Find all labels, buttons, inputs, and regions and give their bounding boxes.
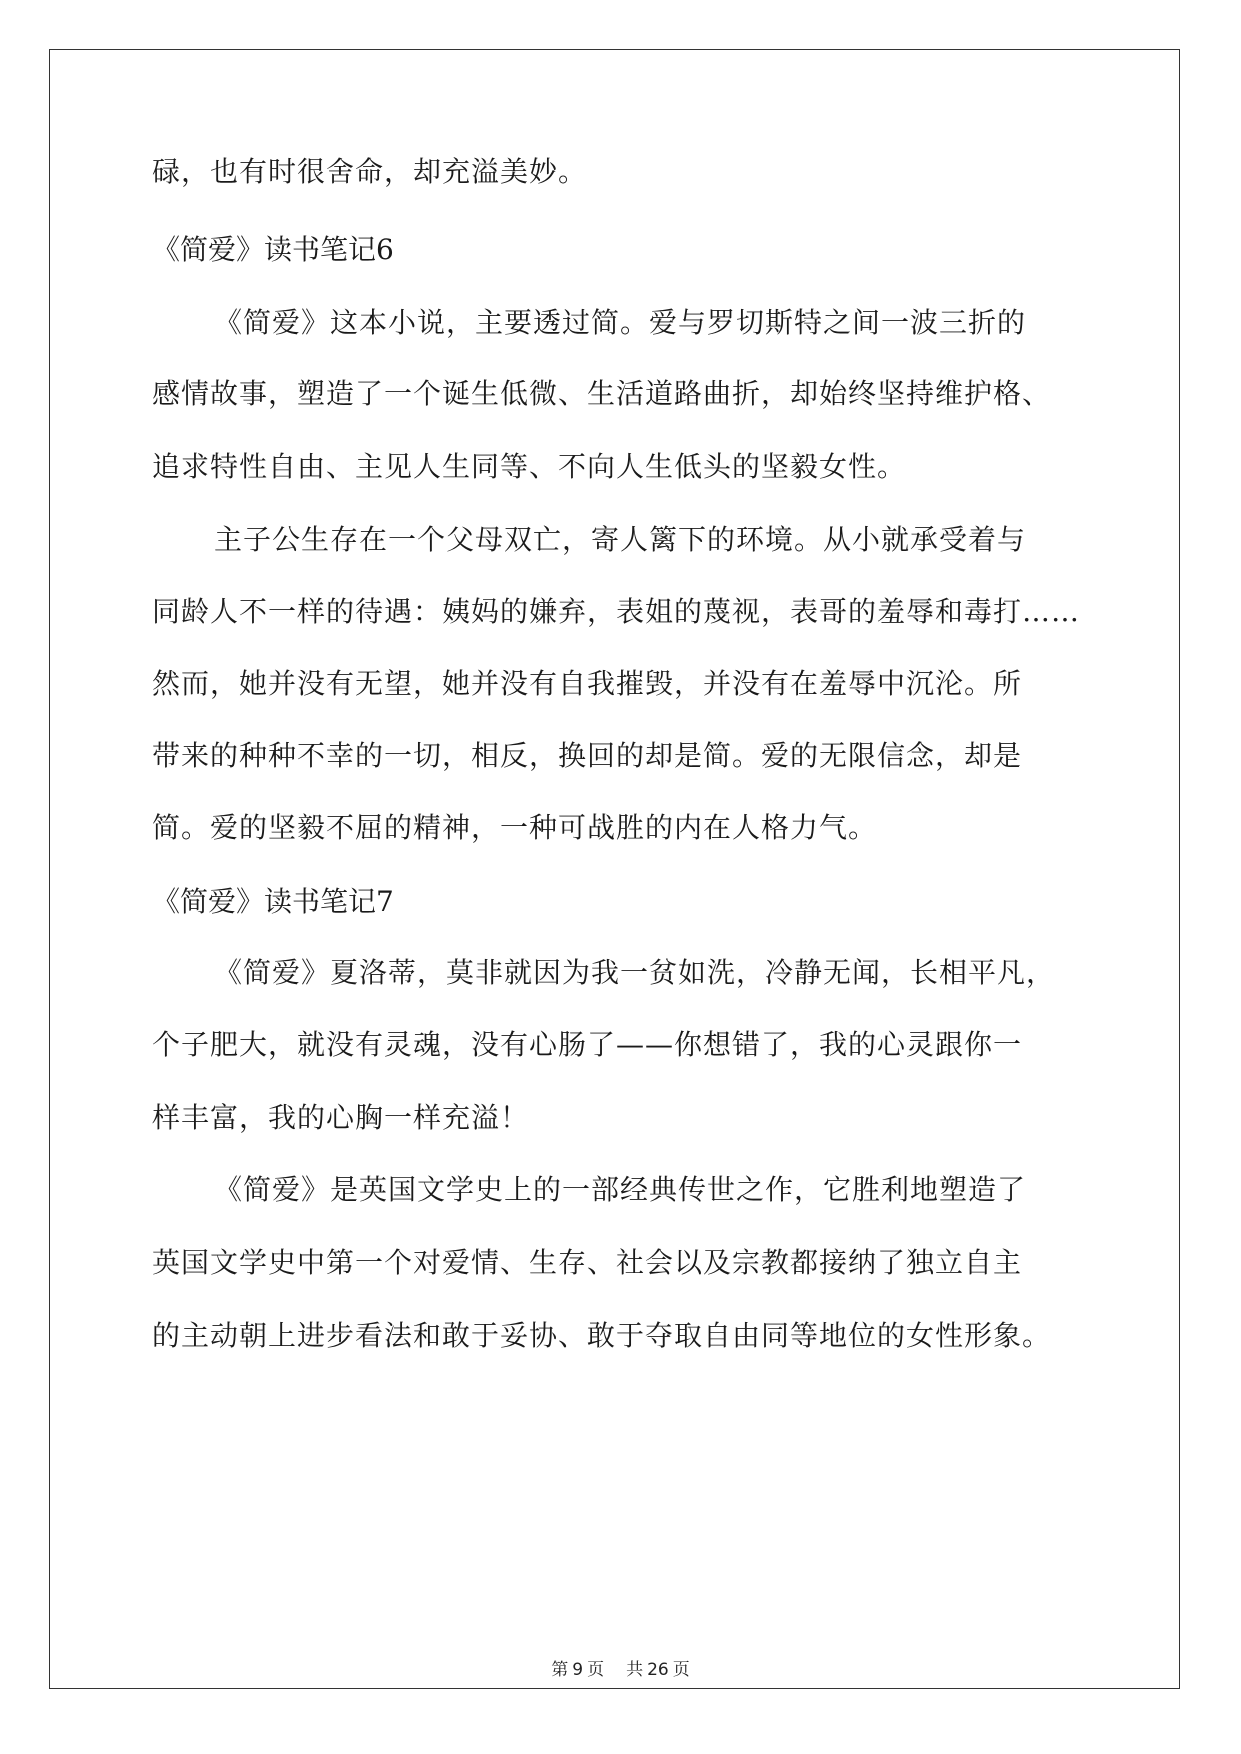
paragraph-line: 《简爱》是英国文学史上的一部经典传世之作，它胜利地塑造了	[214, 1173, 1027, 1206]
paragraph-line: 《简爱》这本小说，主要透过简。爱与罗切斯特之间一波三折的	[214, 306, 1027, 339]
page-footer	[0, 1655, 1241, 1680]
paragraph-line: 带来的种种不幸的一切，相反，换回的却是简。爱的无限信念，却是	[152, 739, 1023, 772]
page-total-suffix: 页	[672, 1660, 690, 1680]
page-total: 26	[647, 1660, 669, 1680]
paragraph-line: 个子肥大，就没有灵魂，没有心肠了——你想错了，我的心灵跟你一	[152, 1028, 1023, 1061]
paragraph-line: 同龄人不一样的待遇：姨妈的嫌弃，表姐的蔑视，表哥的羞辱和毒打……	[152, 595, 1081, 628]
paragraph-line: 样丰富，我的心胸一样充溢！	[152, 1101, 530, 1134]
paragraph-line: 主子公生存在一个父母双亡，寄人篱下的环境。从小就承受着与	[214, 523, 1027, 556]
paragraph-line: 《简爱》夏洛蒂，莫非就因为我一贫如洗，冷静无闻，长相平凡，	[214, 956, 1056, 989]
page-border	[49, 49, 1180, 1689]
paragraph-line: 感情故事，塑造了一个诞生低微、生活道路曲折，却始终坚持维护格、	[152, 377, 1052, 410]
page-number-current: 9	[572, 1660, 584, 1680]
paragraph-line: 追求特性自由、主见人生同等、不向人生低头的坚毅女性。	[152, 450, 907, 483]
page-total-prefix: 共	[626, 1660, 644, 1680]
paragraph-line: 的主动朝上进步看法和敢于妥协、敢于夺取自由同等地位的女性形象。	[152, 1319, 1052, 1352]
page-number-prefix: 第	[551, 1660, 569, 1680]
paragraph-line: 简。爱的坚毅不屈的精神，一种可战胜的内在人格力气。	[152, 811, 878, 844]
paragraph-line: 然而，她并没有无望，她并没有自我摧毁，并没有在羞辱中沉沦。所	[152, 667, 1023, 700]
paragraph-line: 英国文学史中第一个对爱情、生存、社会以及宗教都接纳了独立自主	[152, 1246, 1023, 1279]
paragraph-line: 碌，也有时很舍命，却充溢美妙。	[152, 155, 588, 188]
section-heading: 《简爱》读书笔记6	[152, 233, 394, 266]
section-heading: 《简爱》读书笔记7	[152, 885, 394, 918]
page-number-suffix: 页	[587, 1660, 605, 1680]
